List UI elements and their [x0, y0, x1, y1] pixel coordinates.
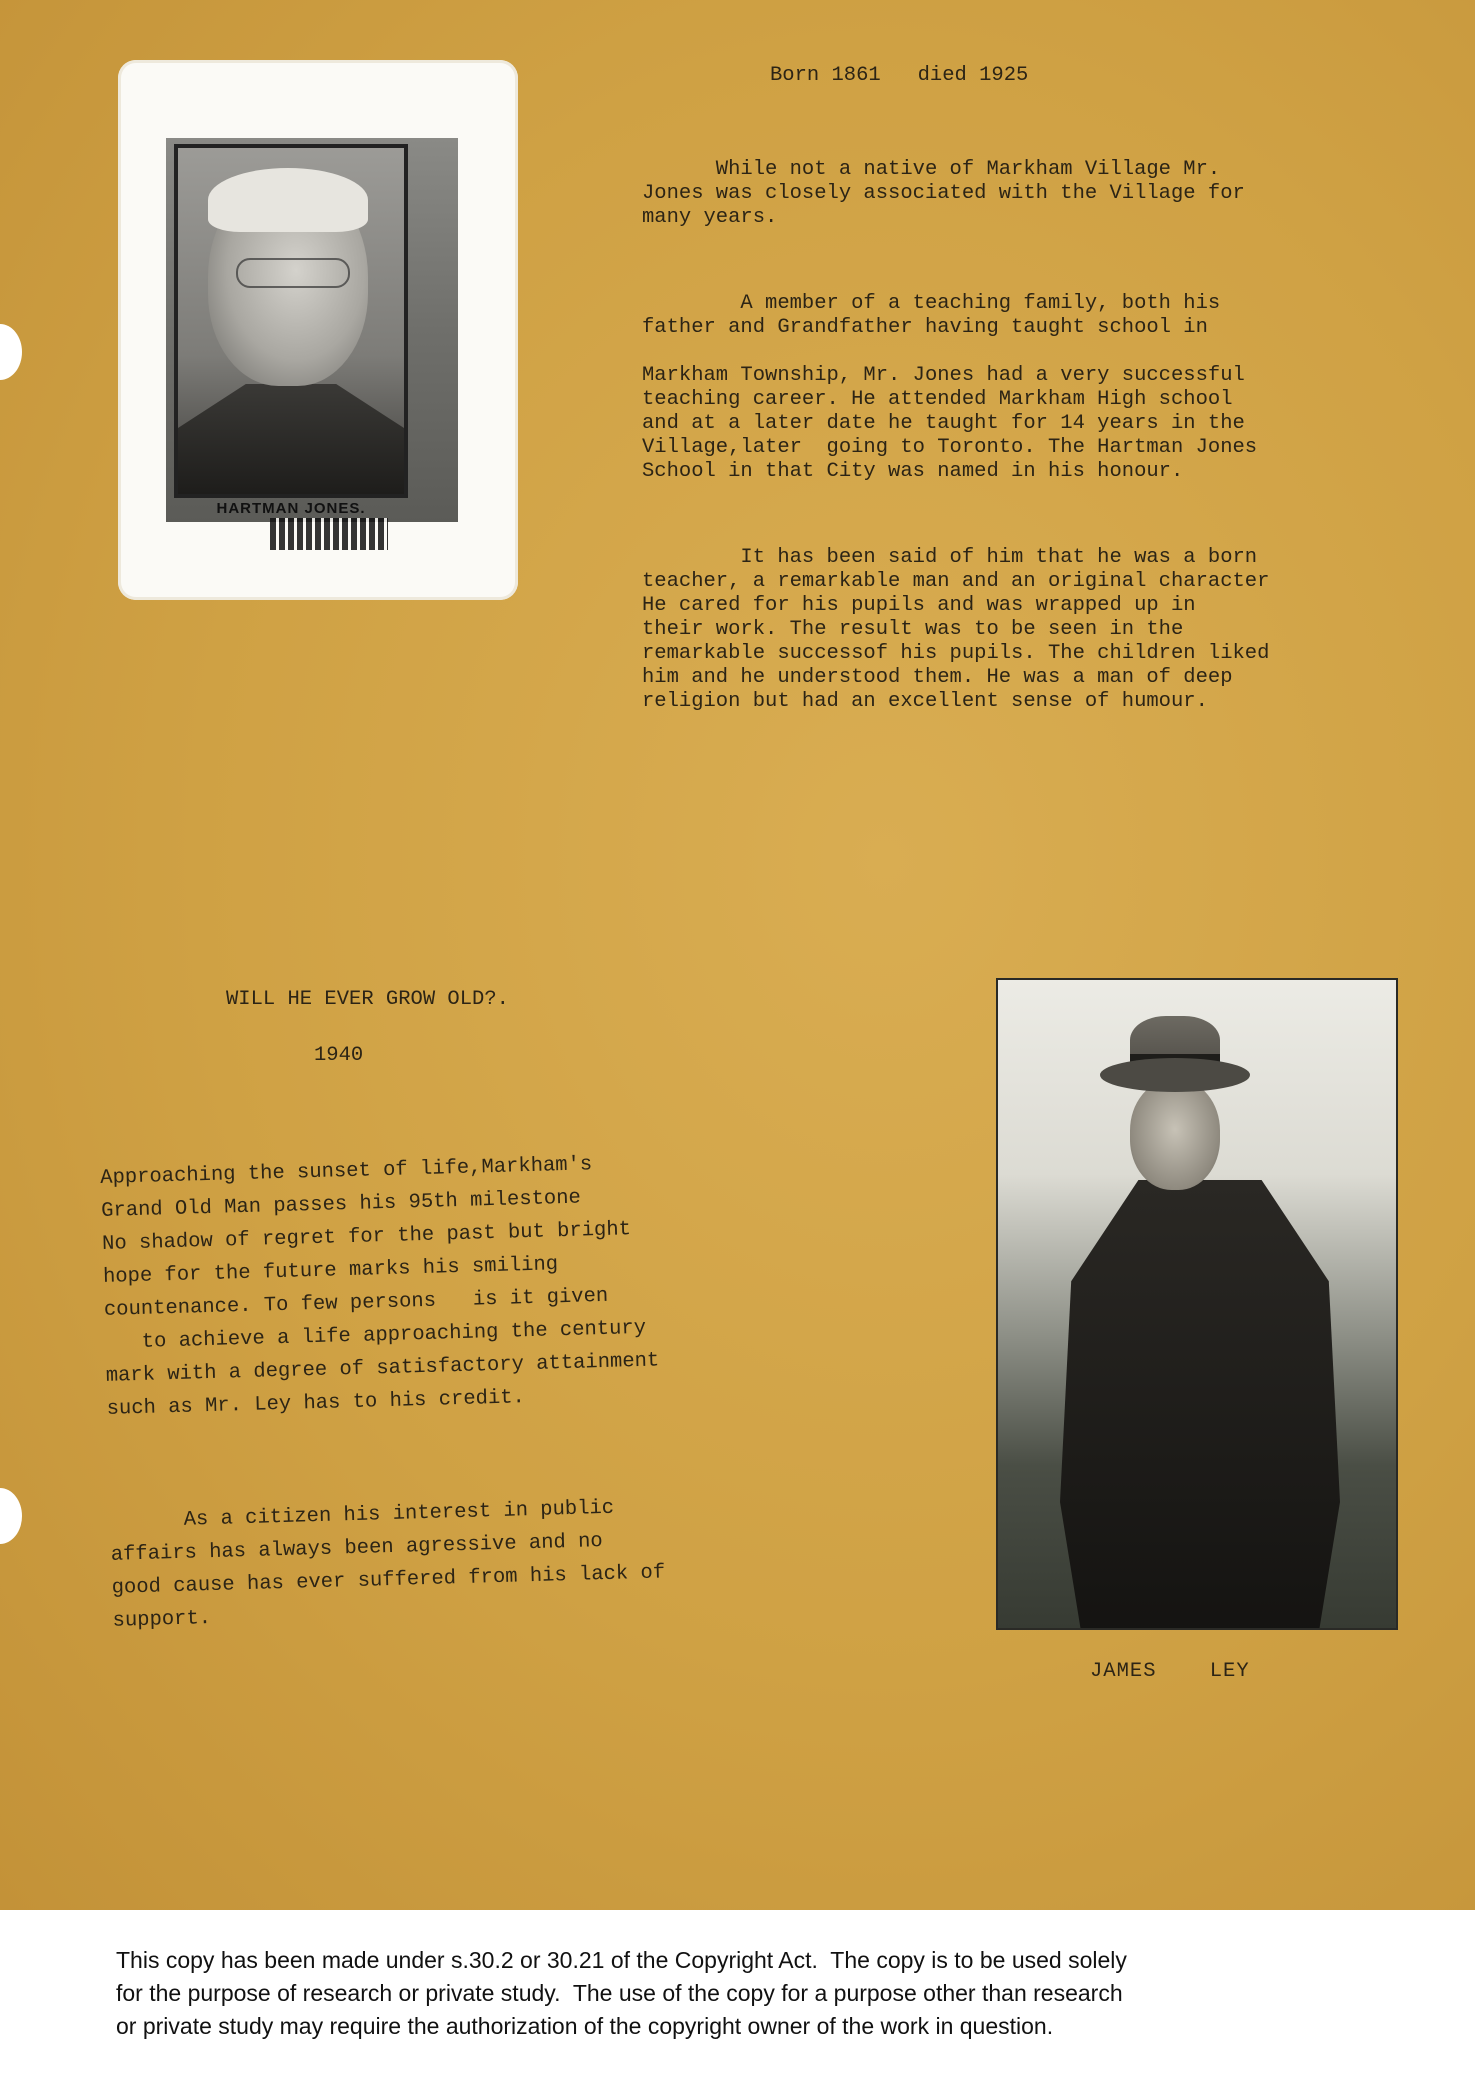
punch-hole — [0, 1488, 22, 1544]
article-year: 1940 — [314, 1044, 364, 1067]
article-clipping — [98, 1081, 669, 1718]
biography-text — [642, 110, 1269, 776]
life-dates: Born 1861 died 1925 — [770, 64, 1029, 87]
portrait-photo-hartman-jones — [118, 60, 518, 600]
punch-hole — [0, 324, 22, 380]
photo-caption: JAMES LEY — [1090, 1660, 1250, 1683]
notice-line: or private study may require the authorization of the copyright owner of the work in question. — [116, 2013, 1054, 2039]
photo-face — [1130, 1080, 1220, 1190]
bio-paragraph: A member of a teaching family, both his father and Grandfather having taught school in Markham Township, Mr. Jones had a very successful teaching career. He attended Markham High school and at a later date he taught for 14 years in the Village,later going to Toronto. The Hartman Jones School in that City was named in his honour. — [642, 292, 1258, 483]
notice-line: for the purpose of research or private study. The use of the copy for a purpose other than research — [116, 1980, 1123, 2006]
portrait-caption: HARTMAN JONES. — [216, 500, 366, 517]
photo-hat-brim — [1100, 1058, 1250, 1092]
article-paragraph: Approaching the sunset of life,Markham's Grand Old Man passes his 95th milestone No shadow of regret for the past but bright hope for the future marks his smiling countenance. To few persons is it given to achieve a life approaching the century mark with a degree of satisfactory attainment such as Mr. Ley has to his credit. — [99, 1153, 660, 1421]
portrait-suit — [178, 384, 404, 494]
photo-coat — [1060, 1180, 1340, 1630]
article-heading: WILL HE EVER GROW OLD?. — [226, 988, 509, 1011]
article-paragraph: As a citizen his interest in public affairs has always been agressive and no good cause has ever suffered from his lack of support. — [109, 1496, 666, 1633]
portrait-hair — [208, 168, 368, 232]
portrait-image — [166, 138, 458, 522]
portrait-border — [174, 144, 408, 498]
bio-paragraph: It has been said of him that he was a born teacher, a remarkable man and an original character He cared for his pupils and was wrapped up in their work. The result was to be seen in the remarkable successof his pupils. The children liked him and he understood them. He was a man of deep religion but had an excellent sense of humour. — [642, 546, 1270, 713]
notice-line: This copy has been made under s.30.2 or 30.21 of the Copyright Act. The copy is to be used solely — [116, 1947, 1127, 1973]
portrait-glasses — [236, 258, 350, 288]
bio-paragraph: While not a native of Markham Village Mr. Jones was closely associated with the Village for many years. — [642, 158, 1245, 229]
copyright-notice — [116, 1944, 1376, 2043]
photo-stamp — [270, 518, 388, 550]
photo-james-ley — [996, 978, 1398, 1630]
